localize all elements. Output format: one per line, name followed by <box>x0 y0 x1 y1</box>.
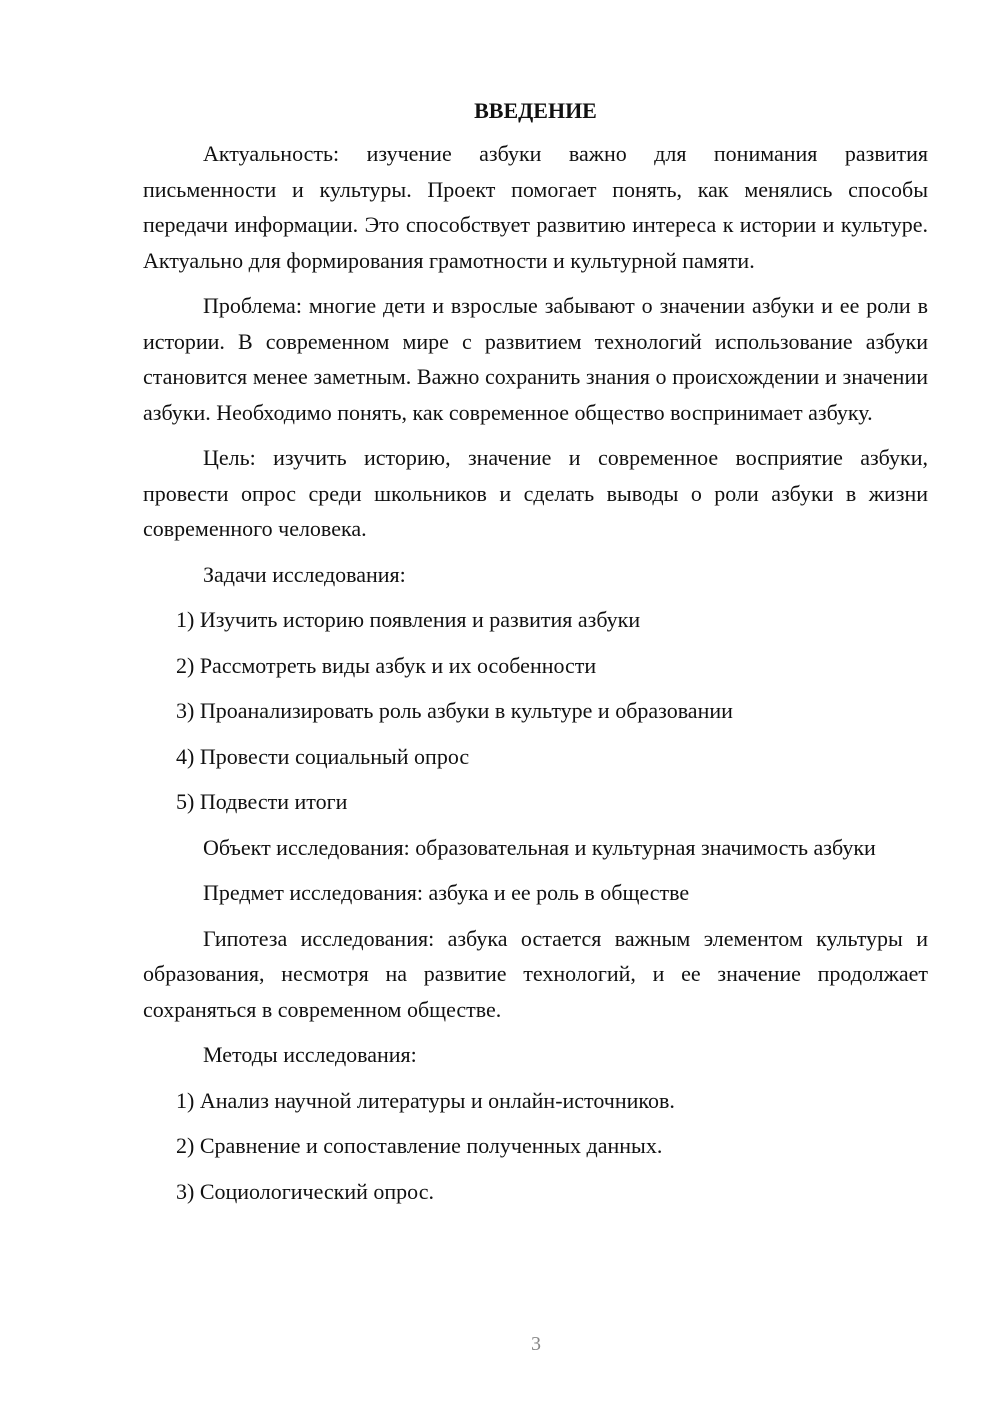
method-item: 2) Сравнение и сопоставление полученных данных. <box>176 1133 663 1158</box>
page-number: 3 <box>531 1333 541 1355</box>
task-item: 3) Проанализировать роль азбуки в культуре и образовании <box>176 698 733 723</box>
hypothesis-paragraph: Гипотеза исследования: азбука остается важным элементом культуры и образования, несмотря на развитие технологий, и ее значение продолжает сохраняться в современном обществе. <box>143 925 928 1022</box>
document-page <box>143 96 928 1219</box>
goal-paragraph: Цель: изучить историю, значение и современное восприятие азбуки, провести опрос среди школьников и сделать выводы о роли азбуки в жизни современного человека. <box>143 445 928 541</box>
relevance-paragraph: Актуальность: изучение азбуки важно для понимания развития письменности и культуры. Проект помогает понять, как менялись способы передачи информации. Это способствует развитию интереса к истории и культуре. Актуально для формирования грамотности и культурной памяти. <box>143 141 928 273</box>
task-item: 1) Изучить историю появления и развития азбуки <box>176 607 641 632</box>
method-item: 1) Анализ научной литературы и онлайн-источников. <box>176 1087 675 1113</box>
problem-paragraph: Проблема: многие дети и взрослые забывают о значении азбуки и ее роли в истории. В современном мире с развитием технологий использование азбуки становится менее заметным. Важно сохранить знания о происхождении и значении азбуки. Необходимо понять, как современное общество воспринимает азбуку. <box>143 293 928 425</box>
methods-heading: Методы исследования: <box>203 1042 417 1067</box>
subject-paragraph: Предмет исследования: азбука и ее роль в обществе <box>203 880 690 905</box>
page-title: ВВЕДЕНИЕ <box>474 98 597 123</box>
object-paragraph: Объект исследования: образовательная и культурная значимость азбуки <box>203 834 876 860</box>
task-item: 4) Провести социальный опрос <box>176 743 470 769</box>
method-item: 3) Социологический опрос. <box>176 1178 434 1204</box>
task-item: 2) Рассмотреть виды азбук и их особенности <box>176 652 597 678</box>
task-item: 5) Подвести итоги <box>176 789 348 814</box>
tasks-heading: Задачи исследования: <box>203 561 406 587</box>
